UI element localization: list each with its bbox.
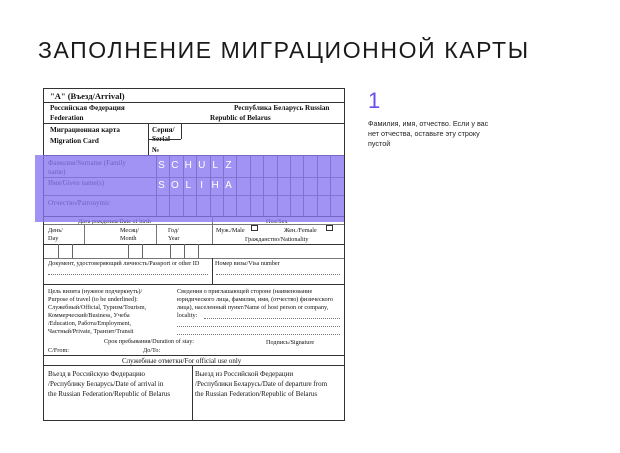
rf-label-ru: Российская Федерация	[50, 104, 125, 112]
purpose-line-3: Служебный/Official, Туризм/Tourism,	[48, 304, 147, 311]
card-title-ru: Миграционная карта	[50, 126, 120, 134]
step-number: 1	[368, 88, 381, 113]
visa-label: Номер визы/Visa number	[215, 260, 280, 267]
purpose-line-4: Коммерческий/Business, Учеба	[48, 312, 130, 319]
entry-line-1: Въезд в Российскую Федерацию	[48, 370, 146, 378]
host-line-2: юридического лица, фамилия, имя, (отчество) физического	[177, 296, 334, 303]
entry-line-3: the Russian Federation/Republic of Belarus	[48, 390, 171, 398]
exit-line-3: the Russian Federation/Republic of Belarus	[195, 390, 318, 398]
migration-card-form	[43, 88, 345, 421]
passport-label: Документ, удостоверяющий личность/Passport or other ID	[48, 260, 200, 267]
surname-letter: S	[158, 160, 165, 171]
surname-letter: L	[212, 160, 218, 171]
given-name-letter: L	[185, 180, 192, 191]
card-title-en: Migration Card	[50, 137, 99, 145]
female-checkbox[interactable]	[326, 225, 333, 231]
purpose-line-5: /Education, Работа/Employment,	[48, 320, 132, 327]
given-name-letter: A	[225, 180, 232, 191]
female-label: Жен./Female	[284, 227, 317, 234]
month-label-en: Month	[120, 235, 137, 242]
purpose-line-2: Purpose of travel (to be underlined):	[48, 296, 138, 303]
purpose-line-1: Цель визита (нужное подчеркнуть)/	[48, 288, 143, 295]
dob-cells	[44, 244, 212, 258]
given-name-letter: O	[171, 180, 179, 191]
series-label-en: Serial	[152, 135, 170, 143]
rf-label-en: Federation	[50, 114, 84, 122]
year-label-en: Year	[168, 235, 180, 242]
stay-from-label: С/From:	[48, 347, 69, 354]
day-label-en: Day	[48, 235, 59, 242]
page-title: ЗАПОЛНЕНИЕ МИГРАЦИОННОЙ КАРТЫ	[38, 37, 530, 63]
given-name-letter: I	[200, 180, 204, 191]
surname-letter: C	[171, 160, 179, 171]
host-line-1: Сведения о приглашающей стороне (наименование	[177, 288, 313, 295]
official-use-label: Служебные отметки/For official use only	[122, 357, 242, 365]
male-checkbox[interactable]	[251, 225, 258, 231]
rb-label-en: Republic of Belarus	[210, 114, 271, 122]
purpose-line-6: Частный/Private, Транзит/Transit	[48, 328, 134, 335]
entry-line-2: /Республику Беларусь/Date of arrival in	[48, 380, 164, 388]
given-name-letter: H	[211, 180, 219, 191]
day-label-ru: День/	[48, 227, 63, 234]
host-line-3: лица), населенный пункт/Name of host person or company,	[177, 304, 329, 311]
month-label-ru: Месяц/	[120, 227, 139, 234]
host-line-4: locality:	[177, 312, 198, 319]
surname-letter: U	[198, 160, 206, 171]
stay-to-label: До/To:	[143, 347, 161, 354]
citizenship-label: Гражданство/Nationality	[245, 236, 309, 243]
year-label-ru: Год/	[168, 227, 179, 234]
exit-line-2: /Республики Беларусь/Date of departure from	[195, 380, 328, 388]
stay-label: Срок пребывания/Duration of stay:	[104, 338, 195, 345]
male-label: Муж./Male	[216, 227, 245, 234]
rb-label-ru: Республика Беларусь Russian	[234, 104, 330, 112]
step-instructions: Фамилия, имя, отчество. Если у вас нет отчества, оставьте эту строку пустой	[368, 119, 489, 148]
surname-letter: Z	[225, 160, 232, 171]
card-side-header: "A" (Въезд/Arrival)	[50, 91, 125, 101]
number-label: №	[152, 146, 160, 154]
series-label-ru: Серия/	[152, 126, 175, 134]
exit-line-1: Выезд из Российской Федерации	[195, 370, 294, 378]
surname-letter: H	[184, 160, 192, 171]
given-name-letter: S	[158, 180, 165, 191]
signature-label: Подпись/Signature	[266, 339, 315, 346]
